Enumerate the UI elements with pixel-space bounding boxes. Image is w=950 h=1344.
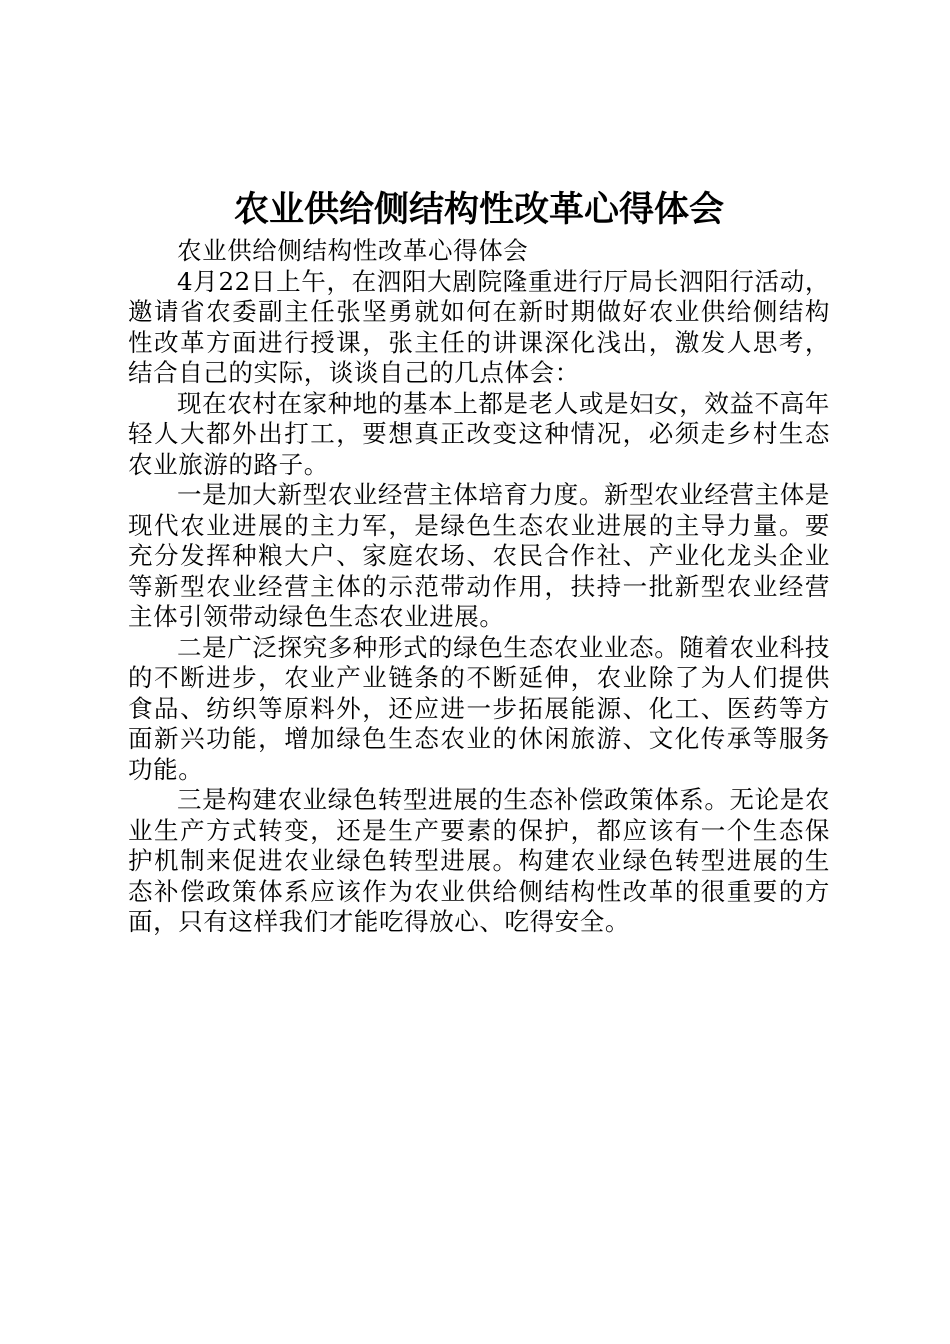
paragraph-point-two: 二是广泛探究多种形式的绿色生态农业业态。随着农业科技的不断进步，农业产业链条的不断延伸，农业除了为人们提供食品、纺织等原料外，还应进一步拓展能源、化工、医药等方面新兴功能，增加绿色生态农业的休闲旅游、文化传承等服务功能。 xyxy=(128,632,830,784)
document-body xyxy=(128,236,830,938)
paragraph-intro: 4月22日上午，在泗阳大剧院隆重进行厅局长泗阳行活动，邀请省农委副主任张坚勇就如何在新时期做好农业供给侧结构性改革方面进行授课，张主任的讲课深化浅出，激发人思考，结合自己的实际，谈谈自己的几点体会： xyxy=(128,266,830,387)
document-title: 农业供给侧结构性改革心得体会 xyxy=(233,189,724,230)
paragraph-rural-situation: 现在农村在家种地的基本上都是老人或是妇女，效益不高年轻人大都外出打工，要想真正改变这种情况，必须走乡村生态农业旅游的路子。 xyxy=(128,388,830,479)
paragraph-point-three: 三是构建农业绿色转型进展的生态补偿政策体系。无论是农业生产方式转变，还是生产要素的保护，都应该有一个生态保护机制来促进农业绿色转型进展。构建农业绿色转型进展的生态补偿政策体系应该作为农业供给侧结构性改革的很重要的方面，只有这样我们才能吃得放心、吃得安全。 xyxy=(128,785,830,936)
paragraph-subtitle: 农业供给侧结构性改革心得体会 xyxy=(177,236,529,265)
paragraph-point-one: 一是加大新型农业经营主体培育力度。新型农业经营主体是现代农业进展的主力军，是绿色生态农业进展的主导力量。要充分发挥种粮大户、家庭农场、农民合作社、产业化龙头企业等新型农业经营主体的示范带动作用，扶持一批新型农业经营主体引领带动绿色生态农业进展。 xyxy=(128,480,830,631)
